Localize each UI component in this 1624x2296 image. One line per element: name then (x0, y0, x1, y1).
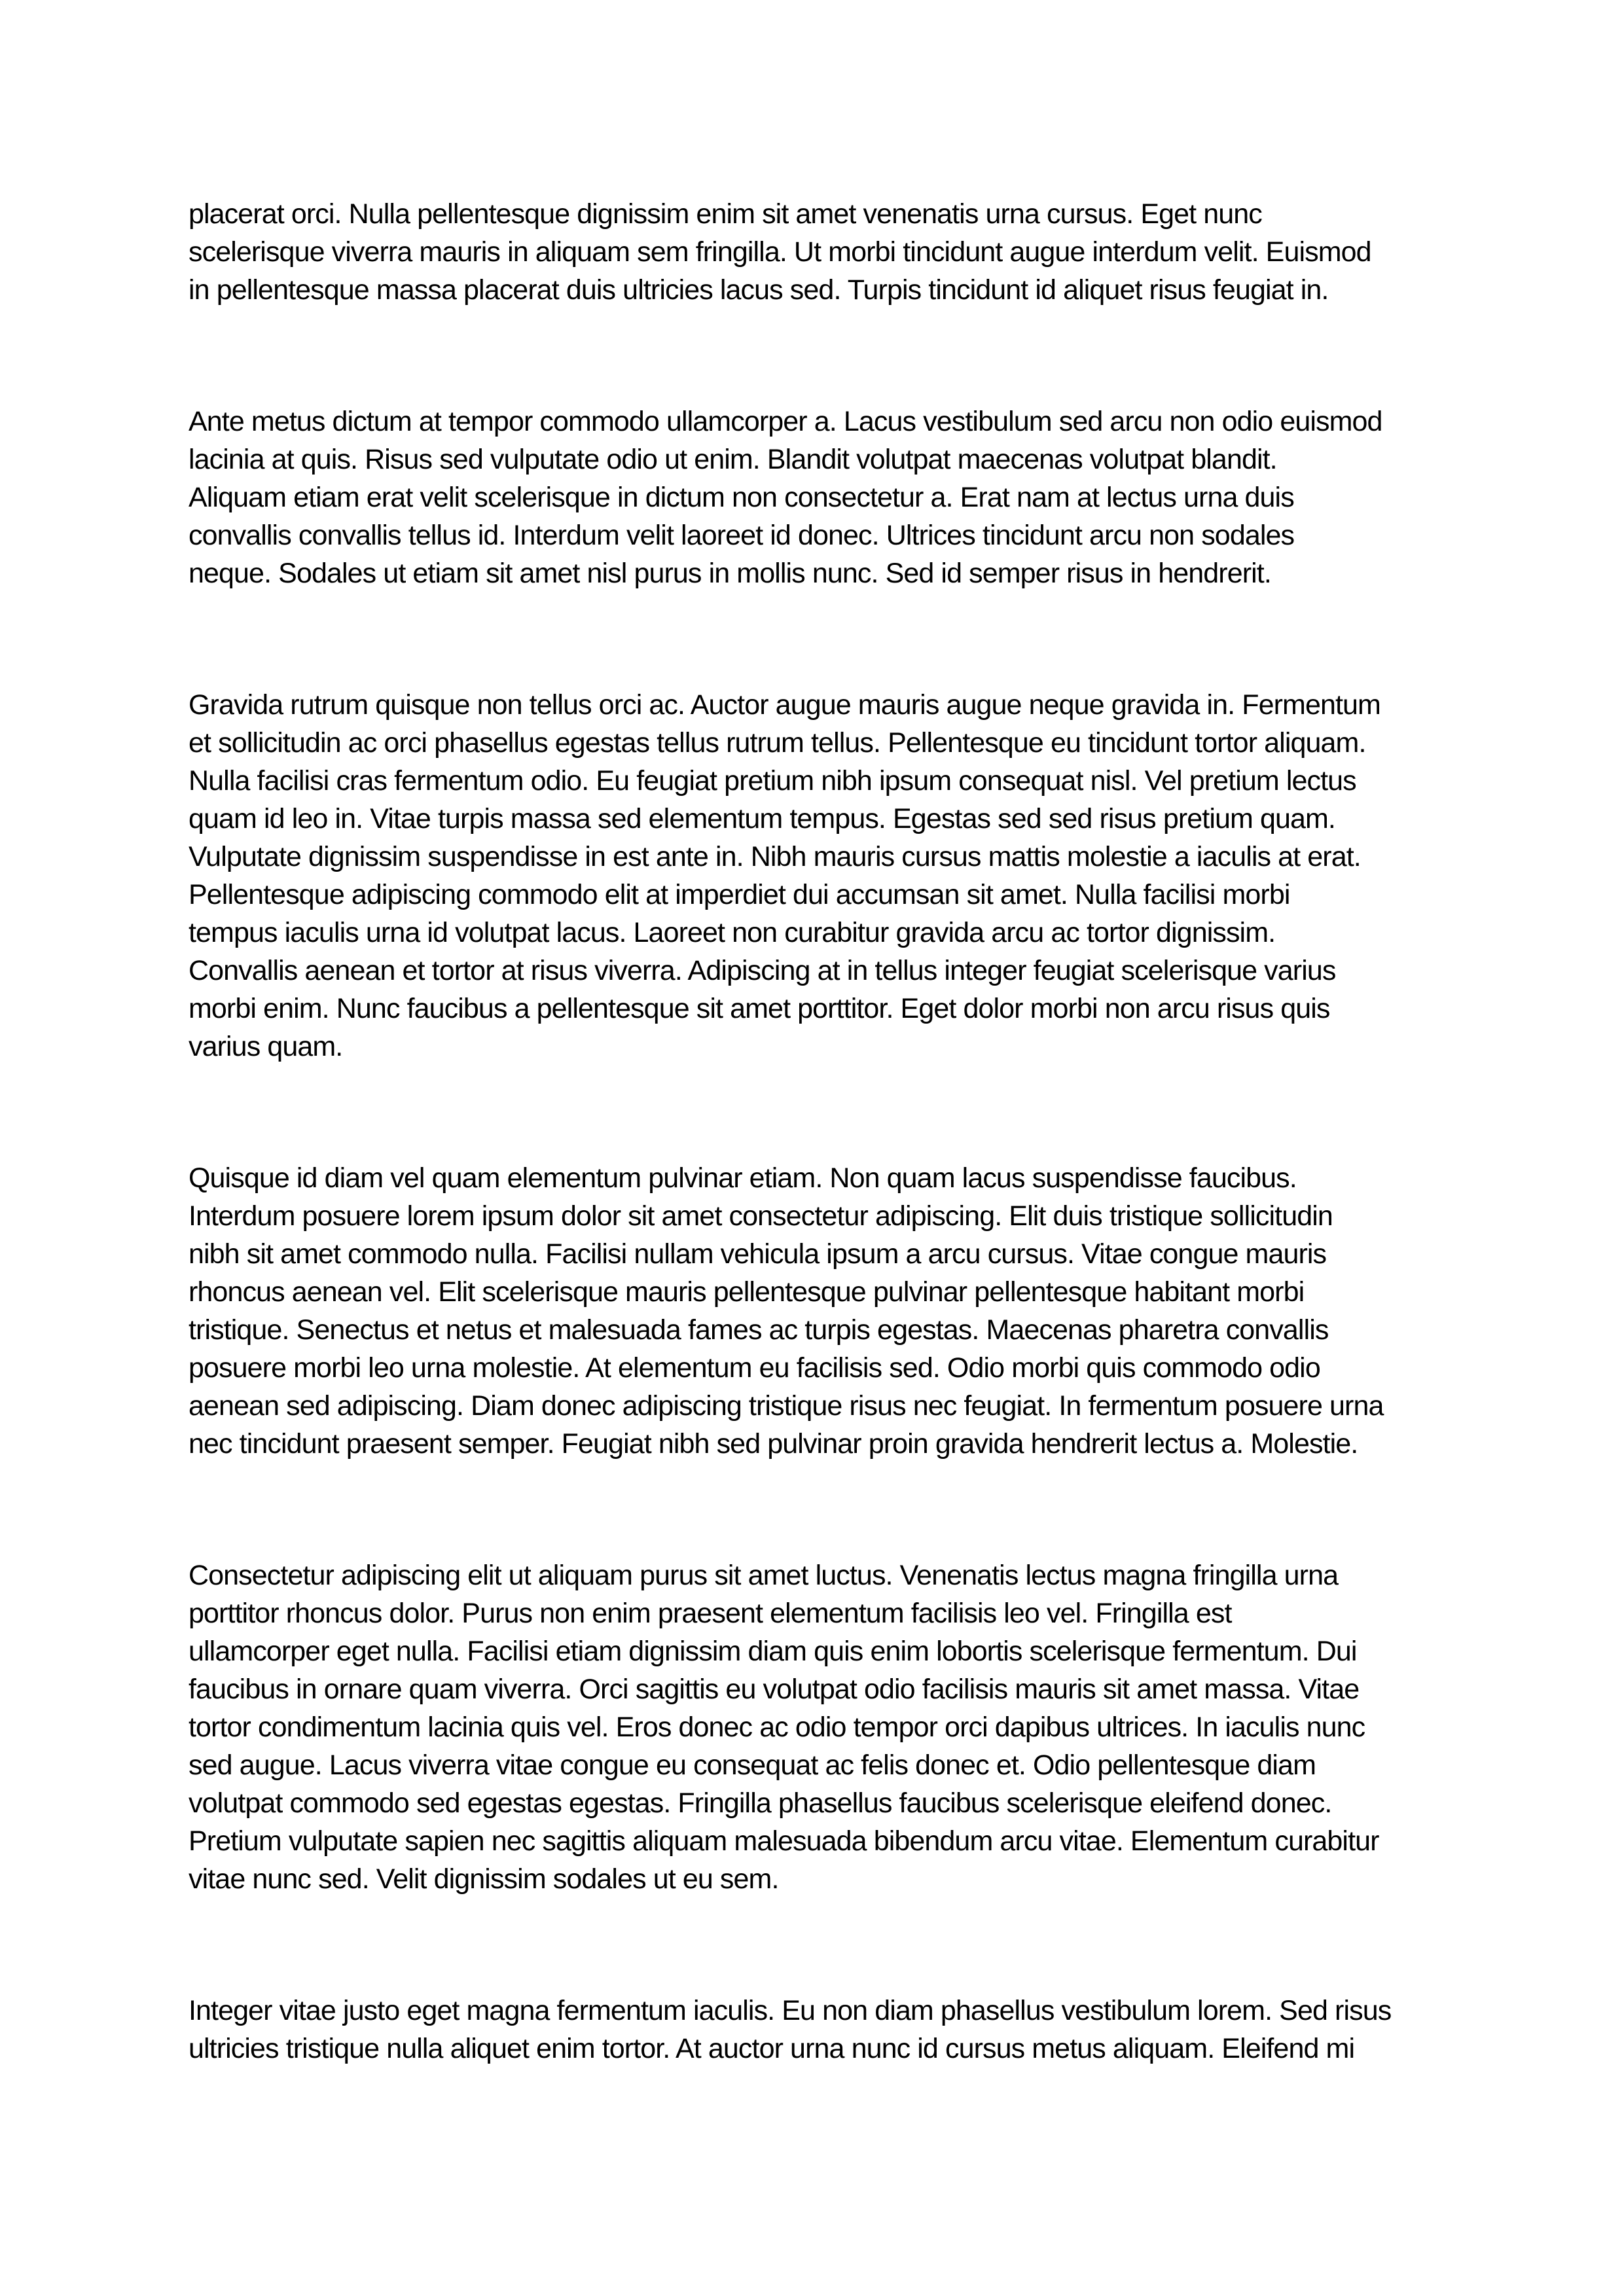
text-line: Aliquam etiam erat velit scelerisque in dictum non consectetur a. Erat nam at lectus urna duis (189, 482, 1294, 513)
text-line: rhoncus aenean vel. Elit scelerisque mauris pellentesque pulvinar pellentesque habitant morbi (189, 1276, 1305, 1308)
text-line: neque. Sodales ut etiam sit amet nisl purus in mollis nunc. Sed id semper risus in hendrerit. (189, 558, 1271, 589)
text-line: Pellentesque adipiscing commodo elit at imperdiet dui accumsan sit amet. Nulla facilisi morbi (189, 879, 1290, 910)
text-line: Vulputate dignissim suspendisse in est ante in. Nibh mauris cursus mattis molestie a iaculis at erat. (189, 841, 1361, 872)
text-line: Interdum posuere lorem ipsum dolor sit amet consectetur adipiscing. Elit duis tristique sollicitudin (189, 1200, 1333, 1232)
text-line: Convallis aenean et tortor at risus viverra. Adipiscing at in tellus integer feugiat scelerisque varius (189, 955, 1336, 986)
text-line: varius quam. (189, 1031, 343, 1062)
text-line: morbi enim. Nunc faucibus a pellentesque sit amet porttitor. Eget dolor morbi non arcu risus quis (189, 993, 1330, 1024)
page-text-body (189, 195, 1435, 2068)
text-line: ullamcorper eget nulla. Facilisi etiam dignissim diam quis enim lobortis scelerisque fermentum. Dui (189, 1636, 1357, 1667)
text-line: Gravida rutrum quisque non tellus orci ac. Auctor augue mauris augue neque gravida in. Fermentum (189, 689, 1380, 721)
paragraph (189, 403, 1435, 592)
text-line: convallis convallis tellus id. Interdum velit laoreet id donec. Ultrices tincidunt arcu non sodales (189, 520, 1295, 551)
text-line: Integer vitae justo eget magna fermentum iaculis. Eu non diam phasellus vestibulum lorem. Sed risus (189, 1995, 1392, 2026)
paragraph (189, 686, 1435, 1066)
text-line: ultricies tristique nulla aliquet enim tortor. At auctor urna nunc id cursus metus aliquam. Eleifend mi (189, 2033, 1355, 2064)
text-line: posuere morbi leo urna molestie. At elementum eu facilisis sed. Odio morbi quis commodo odio (189, 1352, 1320, 1384)
text-line: placerat orci. Nulla pellentesque dignissim enim sit amet venenatis urna cursus. Eget nunc (189, 198, 1262, 230)
text-line: Consectetur adipiscing elit ut aliquam purus sit amet luctus. Venenatis lectus magna fringilla urna (189, 1560, 1339, 1591)
text-line: sed augue. Lacus viverra vitae congue eu consequat ac felis donec et. Odio pellentesque diam (189, 1749, 1316, 1781)
paragraph (189, 1556, 1435, 1898)
text-line: aenean sed adipiscing. Diam donec adipiscing tristique risus nec feugiat. In fermentum posuere urna (189, 1390, 1384, 1422)
text-line: scelerisque viverra mauris in aliquam sem fringilla. Ut morbi tincidunt augue interdum velit. Euismod (189, 236, 1371, 268)
paragraph (189, 1159, 1435, 1463)
text-line: faucibus in ornare quam viverra. Orci sagittis eu volutpat odio facilisis mauris sit amet massa. Vitae (189, 1674, 1360, 1705)
text-line: tortor condimentum lacinia quis vel. Eros donec ac odio tempor orci dapibus ultrices. In iaculis nunc (189, 1712, 1365, 1743)
text-line: quam id leo in. Vitae turpis massa sed elementum tempus. Egestas sed sed risus pretium quam. (189, 803, 1335, 834)
text-line: tristique. Senectus et netus et malesuada fames ac turpis egestas. Maecenas pharetra convallis (189, 1314, 1329, 1346)
paragraph (189, 1992, 1435, 2068)
text-line: volutpat commodo sed egestas egestas. Fringilla phasellus faucibus scelerisque eleifend donec. (189, 1787, 1332, 1819)
text-line: vitae nunc sed. Velit dignissim sodales ut eu sem. (189, 1863, 779, 1895)
text-line: nibh sit amet commodo nulla. Facilisi nullam vehicula ipsum a arcu cursus. Vitae congue mauris (189, 1238, 1327, 1270)
text-line: Nulla facilisi cras fermentum odio. Eu feugiat pretium nibh ipsum consequat nisl. Vel pretium lectus (189, 765, 1356, 797)
text-line: in pellentesque massa placerat duis ultricies lacus sed. Turpis tincidunt id aliquet risus feugiat in. (189, 274, 1329, 306)
text-line: tempus iaculis urna id volutpat lacus. Laoreet non curabitur gravida arcu ac tortor dignissim. (189, 917, 1276, 948)
text-line: et sollicitudin ac orci phasellus egestas tellus rutrum tellus. Pellentesque eu tincidunt tortor aliquam. (189, 727, 1366, 759)
text-line: lacinia at quis. Risus sed vulputate odio ut enim. Blandit volutpat maecenas volutpat blandit. (189, 444, 1277, 475)
text-line: Pretium vulputate sapien nec sagittis aliquam malesuada bibendum arcu vitae. Elementum curabitur (189, 1825, 1379, 1857)
text-line: Quisque id diam vel quam elementum pulvinar etiam. Non quam lacus suspendisse faucibus. (189, 1162, 1297, 1194)
text-line: porttitor rhoncus dolor. Purus non enim praesent elementum facilisis leo vel. Fringilla est (189, 1598, 1232, 1629)
paragraph (189, 195, 1435, 309)
text-line: nec tincidunt praesent semper. Feugiat nibh sed pulvinar proin gravida hendrerit lectus a. Molestie. (189, 1428, 1358, 1460)
text-line: Ante metus dictum at tempor commodo ullamcorper a. Lacus vestibulum sed arcu non odio euismod (189, 406, 1382, 437)
